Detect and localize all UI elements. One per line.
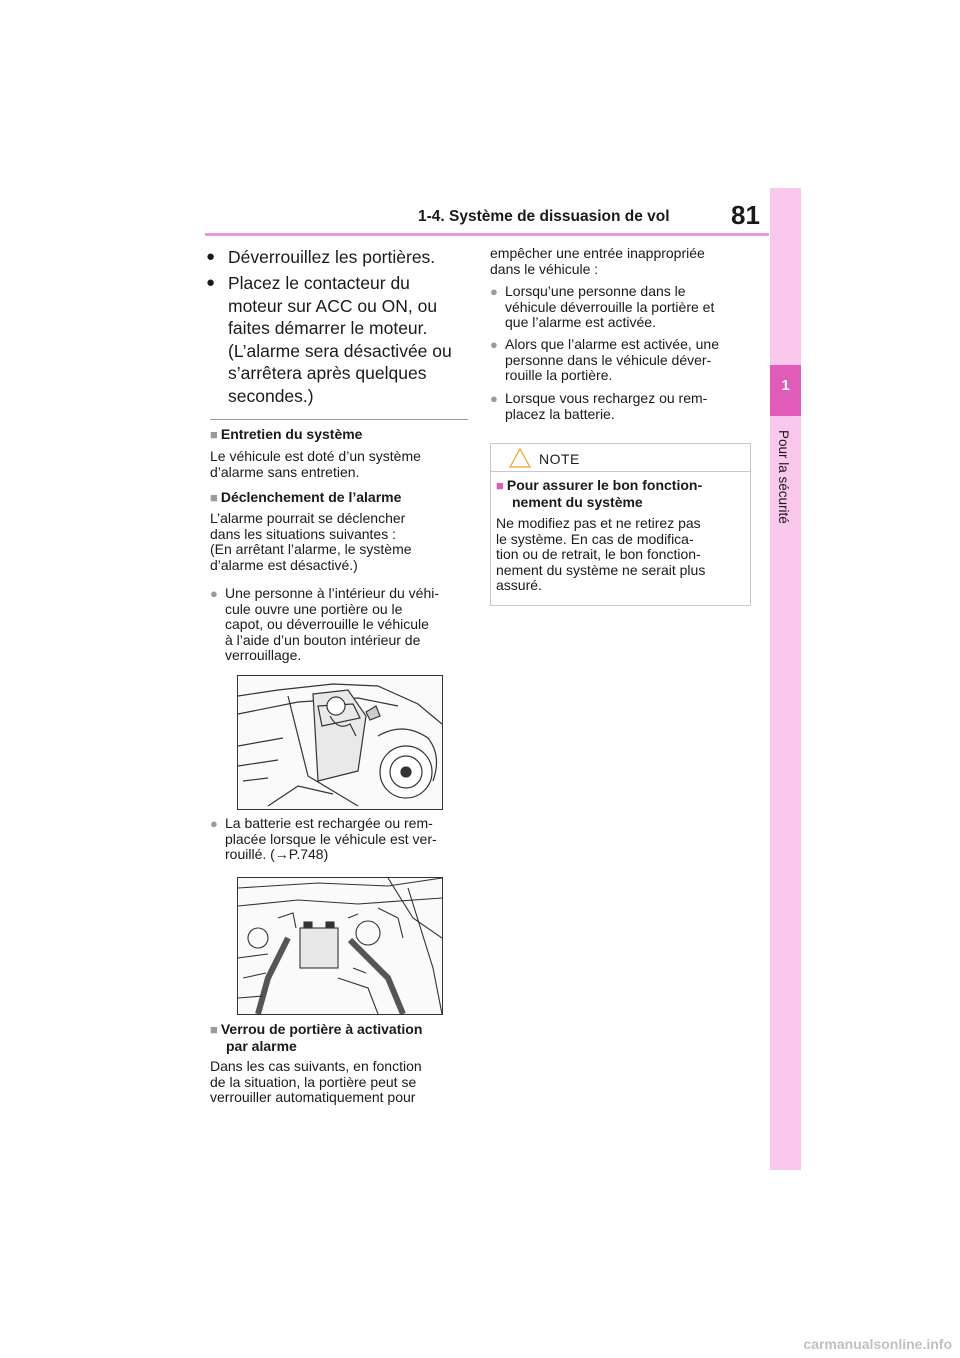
- paragraph-door-lock: Dans les cas suivants, en fonction de la situation, la portière peut se verrouiller automatiquement pour: [210, 1058, 422, 1105]
- note-paragraph: Ne modifiez pas et ne retirez pas le système. En cas de modifica- tion ou de retrait, le bon fonction- nement du système ne serait plus assuré.: [496, 515, 706, 593]
- bullet-dot-icon: ●: [206, 274, 216, 291]
- engine-bay-drawing: [238, 878, 442, 1014]
- list-item: ● Alors que l’alarme est activée, une personne dans le véhicule déver- rouille la portière.: [490, 336, 719, 383]
- note-header: [491, 444, 750, 472]
- chapter-label: Pour la sécurité: [776, 430, 791, 524]
- bullet-unlock: ● Déverrouillez les portières.: [206, 247, 436, 267]
- list-item: ● Une personne à l’intérieur du véhi- cule ouvre une portière ou le capot, ou déverrouille le véhicule à l’aide d’un bouton intérieur de verrouillage.: [210, 585, 440, 663]
- list-item: ● Lorsqu’une personne dans le véhicule déverrouille la portière et que l’alarme est activée.: [490, 283, 715, 330]
- circle-bullet-icon: ●: [490, 284, 498, 299]
- illustration-person-opening-door: [237, 675, 443, 810]
- note-heading: ■ Pour assurer le bon fonction- nement du système: [496, 477, 703, 510]
- page-number: 81: [731, 200, 760, 230]
- section-heading-maintenance: ■ Entretien du système: [210, 426, 363, 442]
- circle-bullet-icon: ●: [490, 391, 498, 406]
- note-label: NOTE: [539, 451, 580, 467]
- paragraph-triggering: L’alarme pourrait se déclencher dans les situations suivantes : (En arrêtant l’alarme, le système d’alarme est désactivé.): [210, 510, 412, 573]
- square-bullet-icon: ■: [210, 1022, 218, 1037]
- bullet-ignition: ● Placez le contacteur du moteur sur ACC ou ON, ou faites démarrer le moteur. (L’alarme sera désactivée ou s’arrêtera après quelques secondes.): [206, 273, 452, 406]
- circle-bullet-icon: ●: [210, 586, 218, 601]
- square-bullet-icon: ■: [210, 490, 218, 505]
- section-heading-triggering: ■ Déclenchement de l’alarme: [210, 489, 402, 505]
- chapter-number: 1: [781, 377, 790, 394]
- circle-bullet-icon: ●: [490, 337, 498, 352]
- circle-bullet-icon: ●: [210, 816, 218, 831]
- list-item: ● La batterie est rechargée ou rem- placée lorsque le véhicule est ver- rouillé. (→P.748): [210, 815, 437, 862]
- header-divider: [205, 233, 769, 236]
- illustration-battery-replacement: [237, 877, 443, 1015]
- paragraph-maintenance: Le véhicule est doté d’un système d’alarme sans entretien.: [210, 448, 421, 480]
- list-item: ● Lorsque vous rechargez ou rem- placez la batterie.: [490, 390, 708, 422]
- watermark-text: carmanualsonline.info: [803, 1336, 952, 1352]
- note-box: [490, 443, 751, 606]
- square-bullet-icon: ■: [496, 478, 504, 493]
- car-door-drawing: [238, 676, 442, 809]
- warning-triangle-icon: [509, 448, 531, 468]
- section-divider: [210, 419, 468, 420]
- square-bullet-icon: ■: [210, 427, 218, 442]
- section-heading-door-lock: ■ Verrou de portière à activation par alarme: [210, 1021, 423, 1054]
- paragraph-continuation: empêcher une entrée inappropriée dans le véhicule :: [490, 245, 705, 277]
- bullet-dot-icon: ●: [206, 248, 216, 265]
- chapter-side-tab: [770, 188, 801, 1170]
- section-title: 1-4. Système de dissuasion de vol: [418, 208, 670, 225]
